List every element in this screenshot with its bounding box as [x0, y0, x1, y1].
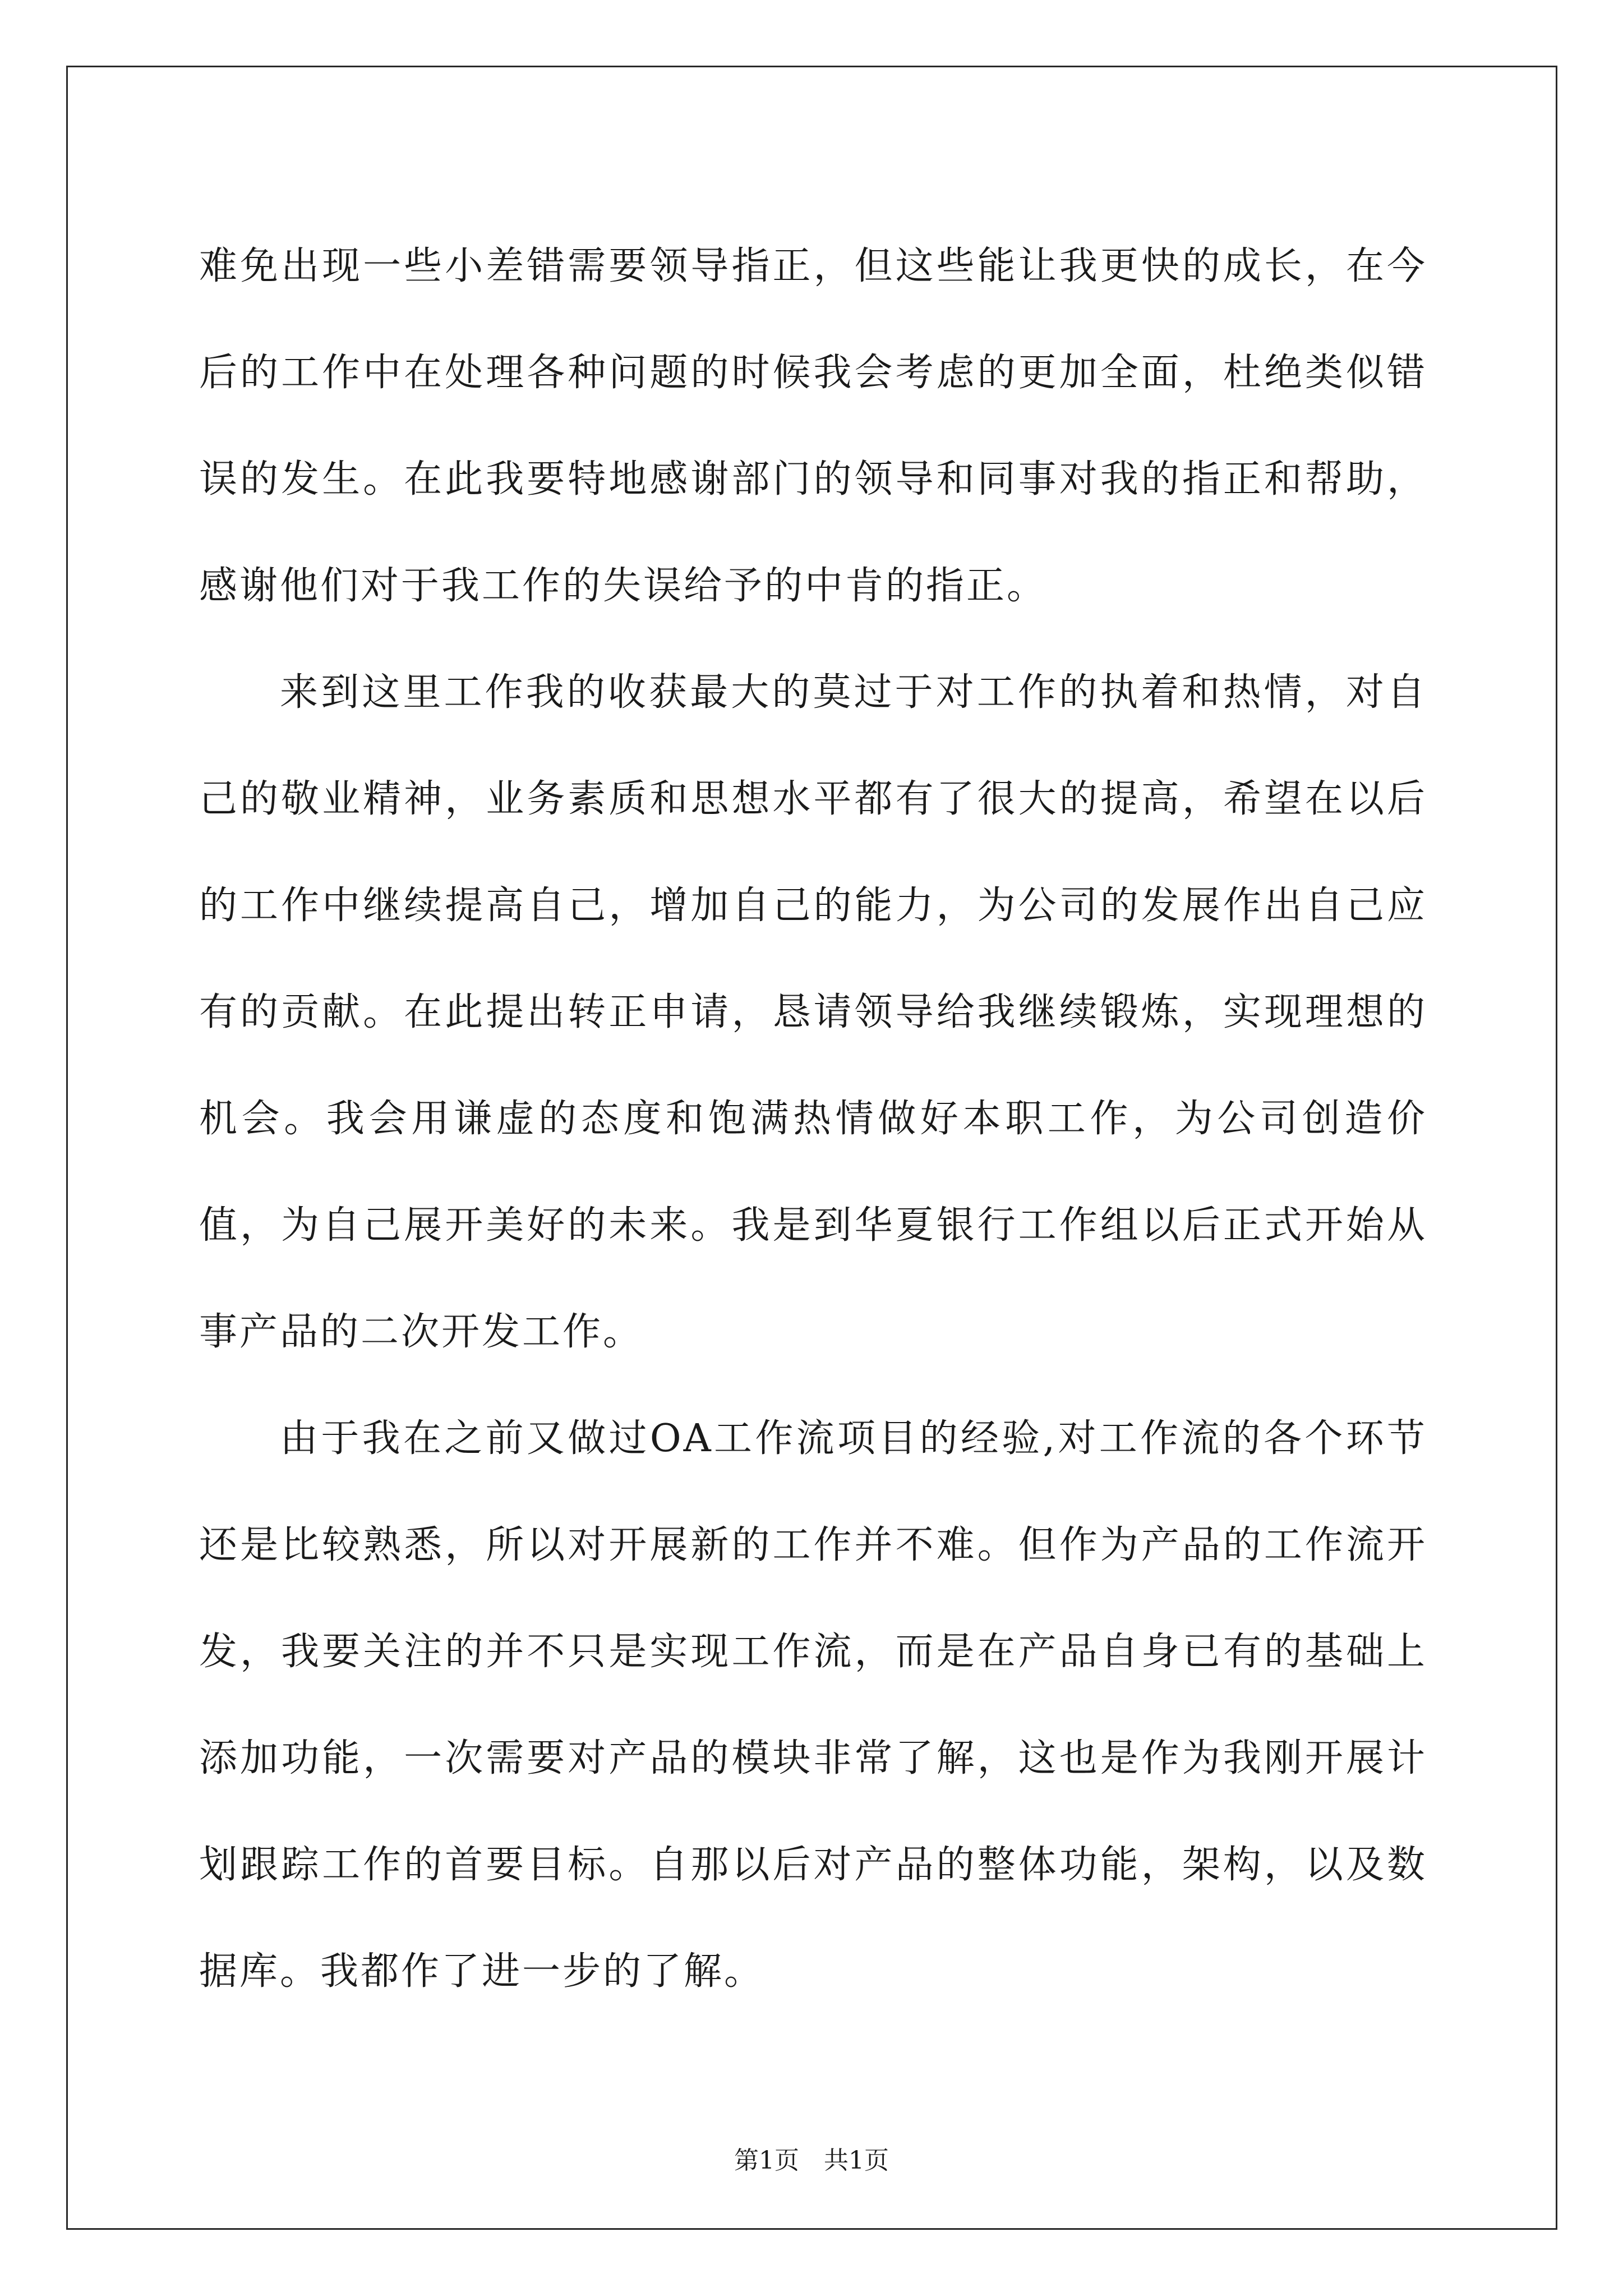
paragraph-3: 由于我在之前又做过OA工作流项目的经验,对工作流的各个环节还是比较熟悉，所以对开展新的工作并不难。但作为产品的工作流开发，我要关注的并不只是实现工作流，而是在产品自身已有的基础上添加功能，一次需要对产品的模块非常了解，这也是作为我刚开展计划跟踪工作的首要目标。自那以后对产品的整体功能，架构，以及数据库。我都作了进一步的了解。: [199, 1416, 1427, 1994]
page-footer: [0, 2140, 1623, 2176]
paragraph-1: 难免出现一些小差错需要领导指正，但这些能让我更快的成长，在今后的工作中在处理各种问题的时候我会考虑的更加全面，杜绝类似错误的发生。在此我要特地感谢部门的领导和同事对我的指正和帮助，感谢他们对于我工作的失误给予的中肯的指正。: [199, 244, 1427, 608]
page-total: 共1页: [824, 2146, 889, 2175]
paragraph-2: 来到这里工作我的收获最大的莫过于对工作的执着和热情，对自己的敬业精神，业务素质和思想水平都有了很大的提高，希望在以后的工作中继续提高自己，增加自己的能力，为公司的发展作出自己应有的贡献。在此提出转正申请，恳请领导给我继续锻炼，实现理想的机会。我会用谦虚的态度和饱满热情做好本职工作，为公司创造价值，为自己展开美好的未来。我是到华夏银行工作组以后正式开始从事产品的二次开发工作。: [199, 670, 1427, 1354]
page-number: 第1页: [734, 2146, 799, 2175]
document-body: [199, 213, 1427, 2025]
